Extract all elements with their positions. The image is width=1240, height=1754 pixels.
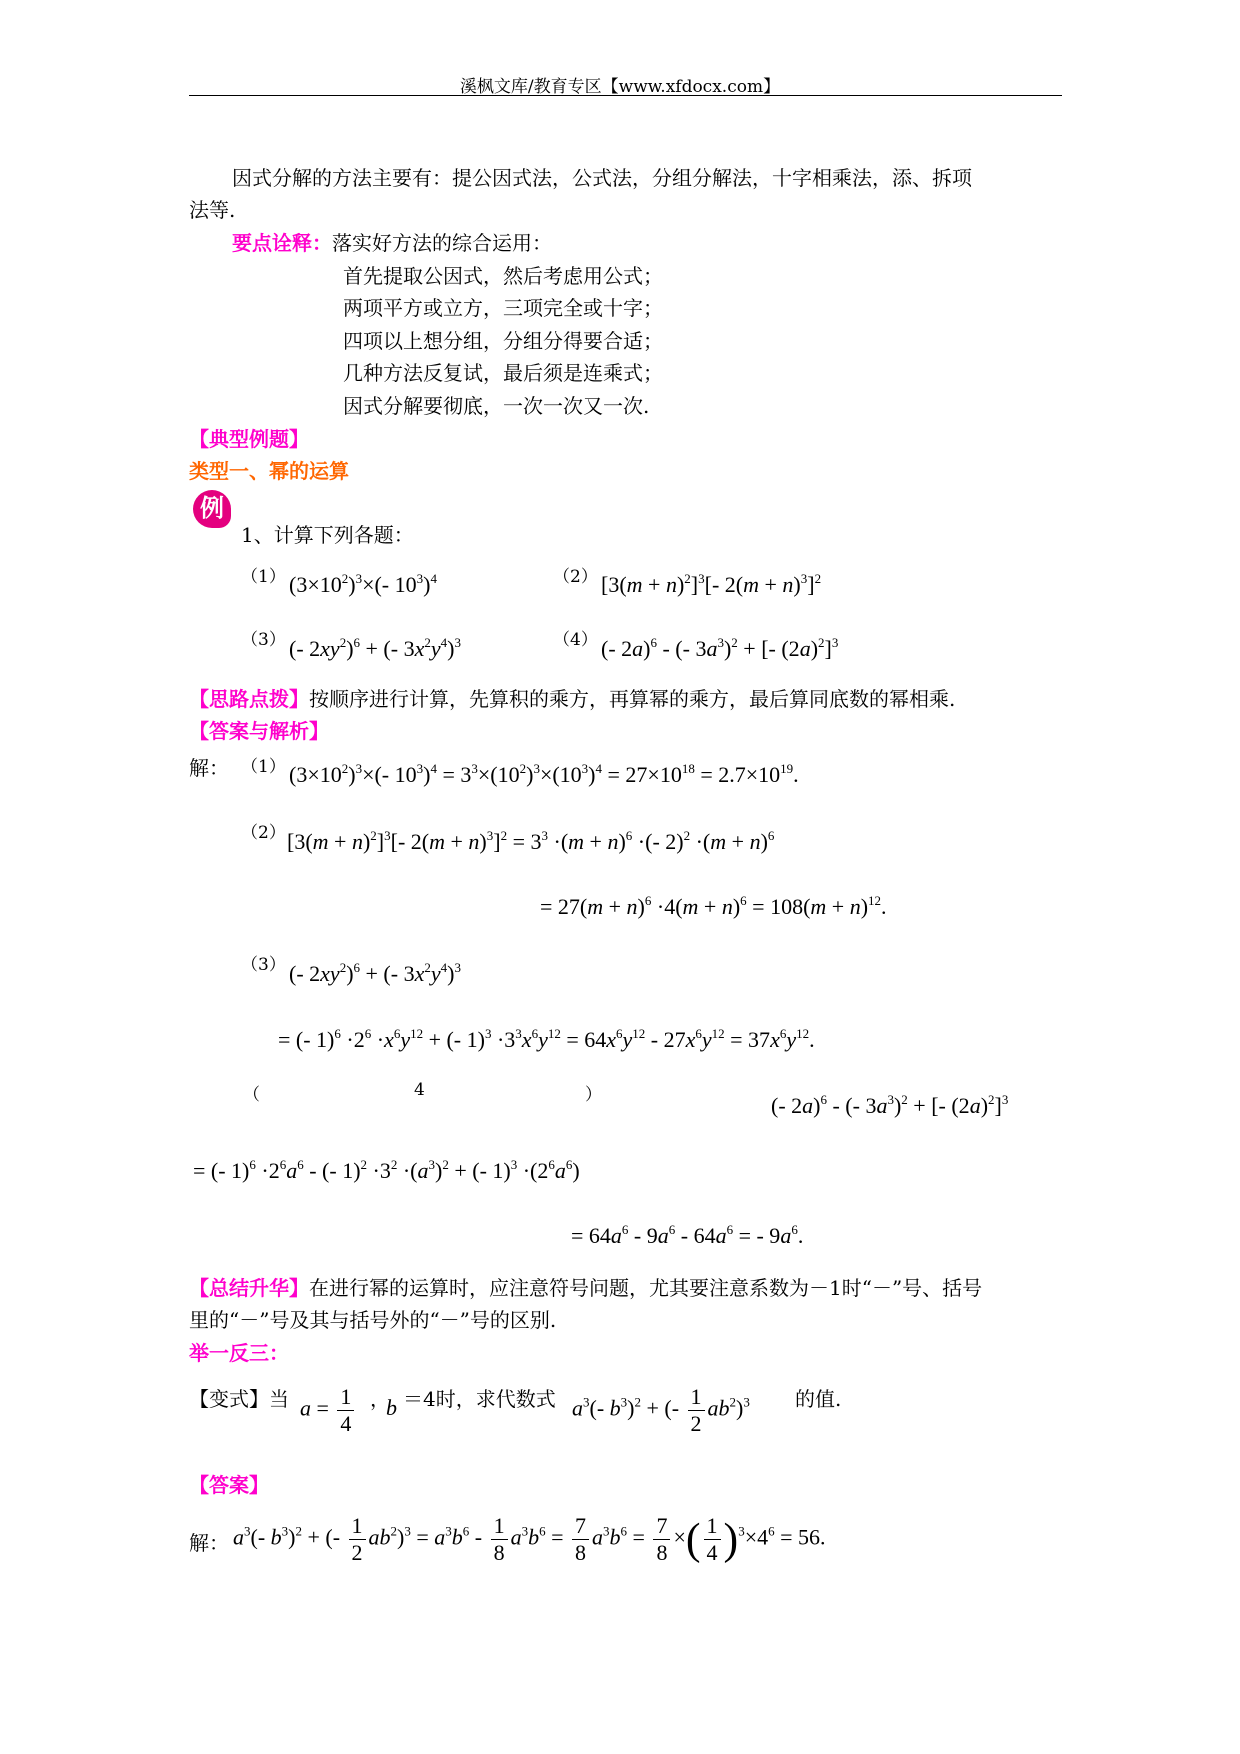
summary-line-1: [189, 1273, 982, 1303]
variant-condition: ＝4时，求代数式: [403, 1387, 556, 1411]
fraction-one-eighth: $\frac{1}{8}$: [491, 1513, 508, 1566]
solution-label: （2）: [241, 823, 286, 843]
answer-analysis-heading: 【答案与解析】: [189, 719, 329, 743]
solution-label: （3）: [241, 955, 286, 975]
solution-4-label-close: ）: [585, 1085, 602, 1105]
intro-line-1: 因式分解的方法主要有：提公因式法，公式法，分组分解法，十字相乘法，添、拆项: [232, 166, 972, 190]
fraction-seven-eighths: $\frac{7}{8}$: [653, 1513, 670, 1566]
key-point-line: 两项平方或立方，三项完全或十字；: [343, 296, 663, 320]
solution-4b: = (- $1)^6 \cdot 2^6a^6$ - (- $1)^2 \cdot 3^2 \cdot(a^3)^2$ + (- $1)^3 \cdot(2^6a^6)$: [193, 1157, 580, 1183]
summary-line-2: 里的“－”号及其与括号外的“－”号的区别.: [189, 1308, 557, 1332]
typical-examples-heading: 【典型例题】: [189, 427, 309, 451]
summary-label: 【总结升华】: [189, 1276, 309, 1300]
variant-label: 【变式】当: [189, 1387, 289, 1411]
variant-comma: ，: [370, 1387, 390, 1411]
fraction-one-quarter: $\frac{1}{4}$: [337, 1384, 354, 1437]
solution-2a: $[3(m + n)^2]^3[-$ $2(m + n)^3]^2 = 3^3 \cdot(m + n)^6$ ·(- $2)^2 \cdot(m + n)^6$: [287, 828, 775, 854]
variant-tail: 的值.: [795, 1387, 842, 1411]
hint: [189, 684, 955, 714]
solution-3a: (- $2xy^2)^6$ + (- $3x^2y^4)^3$: [289, 960, 461, 986]
example-title: 1、计算下列各题：: [241, 523, 414, 547]
problem-label: （1）: [241, 567, 286, 587]
header-rule: [189, 95, 1062, 96]
problem-label: （3）: [241, 630, 286, 650]
problem-2: $[3(m + n)^2]^3[-$ $2(m + n)^3]^2$: [601, 571, 822, 597]
example-badge: 例: [193, 490, 231, 528]
key-point-line: 首先提取公因式，然后考虑用公式；: [343, 264, 663, 288]
fraction-one-half: $\frac{1}{2}$: [349, 1513, 366, 1566]
summary-text: 在进行幂的运算时，应注意符号问题，尤其要注意系数为－1时“－”号、括号: [309, 1276, 983, 1300]
problem-label: （4）: [553, 630, 598, 650]
page-header: 溪枫文库/教育专区【www.xfdocx.com】: [459, 77, 781, 97]
variant-expression: $a^3(-$ $b^3)^2$ + (- $\frac{1}{2}$ $ab^2)^3$: [572, 1384, 750, 1436]
variant-b: b: [386, 1395, 397, 1420]
key-point-line: 几种方法反复试，最后须是连乘式；: [343, 361, 663, 385]
key-points: [232, 228, 552, 258]
fraction-one-quarter: $\frac{1}{4}$: [704, 1513, 721, 1566]
solution-1: $(3\times 10^2)^3\times(-$ $10^3)^4 = 3^3\times(10^2)^3\times(10^3)^4 = 27\times 10^{18} = 2.7\times 10^{19}$.: [289, 761, 799, 787]
solution-prefix: 解：: [189, 756, 229, 780]
key-points-label: 要点诠释：: [232, 231, 332, 255]
solution-4-label-num: 4: [414, 1080, 425, 1100]
type1-heading: 类型一、幂的运算: [189, 459, 349, 483]
problem-1: $(3\times 10^2)^3\times(-$ $10^3)^4$: [289, 571, 437, 597]
answer-equation: $a^3(-$ $b^3)^2$ + (- $\frac{1}{2}$ $ab^2)^3 = a^3b^6$ - $\frac{1}{8}$ $a^3b^6$ = $\frac{7}{8}$ $a^3b^6$ = $\frac{7}{8}$ ×( $\frac{1}{4}$ )$^3\times 4^6 = 56$.: [233, 1513, 826, 1565]
practice-heading: 举一反三：: [189, 1341, 289, 1365]
key-point-line: 因式分解要彻底，一次一次又一次.: [343, 394, 650, 418]
solution-4c: = $64a^6 - 9a^6 - 64a^6$ = - $9a^6$.: [571, 1222, 804, 1248]
variant-a-equals: a = $\frac{1}{4}$: [300, 1384, 357, 1437]
fraction-seven-eighths: $\frac{7}{8}$: [572, 1513, 589, 1566]
answer-prefix: 解：: [189, 1531, 229, 1555]
problem-label: （2）: [553, 567, 598, 587]
problem-3: (- $2xy^2)^6$ + (- $3x^2y^4)^3$: [289, 635, 461, 661]
answer-heading: 【答案】: [189, 1473, 269, 1497]
solution-4-label-open: （: [243, 1085, 260, 1105]
solution-2b: = $27(m + n)^6 \cdot 4(m + n)^6 = 108(m + n)^{12}$.: [540, 893, 887, 919]
solution-3b: = (- $1)^6 \cdot 2^6 \cdot x^6y^{12}$ + (- $1)^3 \cdot 3^3x^6y^{12} = 64x^6y^{12} - 27x^6y^{12} = 37x^6y^{12}$.: [278, 1026, 815, 1052]
hint-label: 【思路点拨】: [189, 687, 309, 711]
problem-4: (- 2a)$^6$ - (- $3a^3)^2$ + [- $(2a)^2]^3$: [601, 635, 839, 661]
key-points-text: 落实好方法的综合运用：: [332, 231, 552, 255]
intro-line-2: 法等.: [189, 198, 236, 222]
key-point-line: 四项以上想分组，分组分得要合适；: [343, 329, 663, 353]
fraction-one-half: $\frac{1}{2}$: [688, 1384, 705, 1437]
hint-text: 按顺序进行计算，先算积的乘方，再算幂的乘方，最后算同底数的幂相乘.: [309, 687, 956, 711]
solution-4a: (- 2a)$^6$ - (- $3a^3)^2$ + [- $(2a)^2]^3$: [771, 1092, 1009, 1118]
solution-label: （1）: [241, 757, 286, 777]
